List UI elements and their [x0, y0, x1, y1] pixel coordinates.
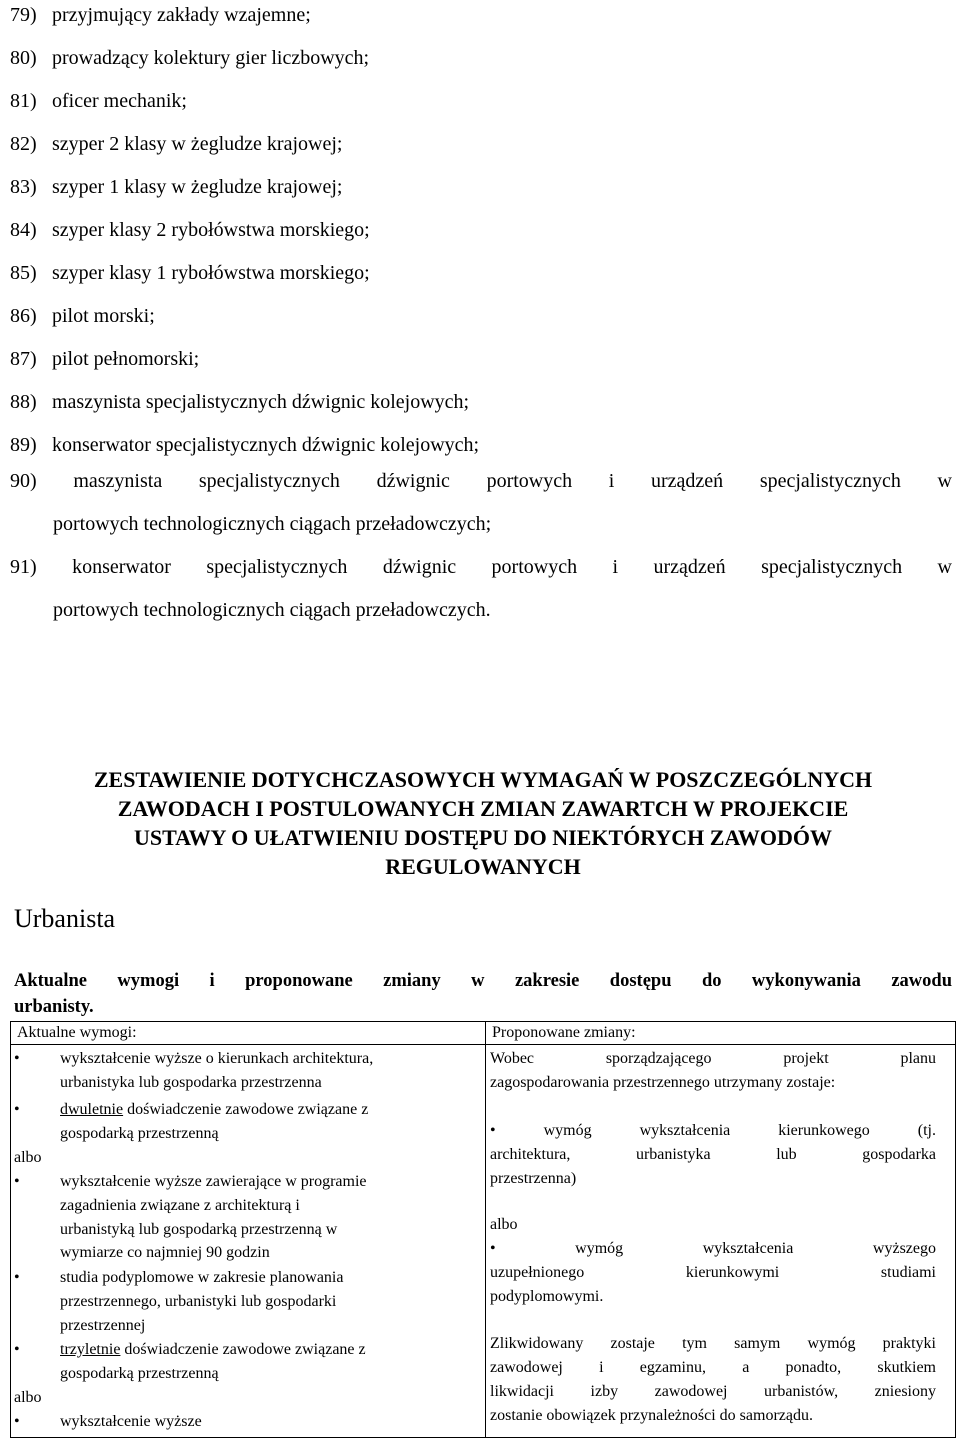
list-item: [10, 90, 187, 112]
req-2-line-1: [60, 1098, 368, 1122]
bullet-icon: •: [14, 1173, 20, 1190]
req-5-underlined: trzyletnie: [60, 1341, 121, 1358]
list-item-text: szyper klasy 2 rybołówstwa morskiego;: [52, 219, 370, 241]
list-item-text: szyper klasy 1 rybołówstwa morskiego;: [52, 262, 370, 284]
list-item: [10, 176, 342, 198]
bullet-icon: •: [14, 1341, 20, 1358]
table-header-row: [11, 1022, 956, 1045]
list-item-number: 83): [10, 176, 37, 198]
list-item-number: 84): [10, 219, 37, 241]
req-4-line-2: przestrzennego, urbanistyki lub gospodarki: [60, 1293, 337, 1310]
req-2-underlined: dwuletnie: [60, 1101, 124, 1118]
bullet-icon: •: [14, 1050, 20, 1067]
intro-line-2: urbanisty.: [14, 997, 94, 1017]
list-item-number: 82): [10, 133, 37, 155]
prop-1-line-1: Wobec sporządzającego projekt planu: [490, 1050, 936, 1067]
header-proposed: Proponowane zmiany:: [486, 1022, 956, 1045]
prop-4-line-3: likwidacji izby zawodowej urbanistów, zniesiony: [490, 1383, 936, 1400]
prop-4-line-1: Zlikwidowany zostaje tym samym wymóg praktyki: [490, 1335, 936, 1352]
list-item-text: konserwator specjalistycznych dźwignic kolejowych;: [52, 434, 480, 456]
or-label: albo: [14, 1149, 42, 1166]
prop-3-line-3: podyplomowymi.: [490, 1288, 604, 1305]
list-item-text: pilot pełnomorski;: [52, 348, 200, 370]
req-1-line-1: wykształcenie wyższe o kierunkach architektura,: [60, 1050, 374, 1067]
prop-1-line-2: zagospodarowania przestrzennego utrzymany zostaje:: [490, 1074, 836, 1091]
list-item-91-cont: portowych technologicznych ciągach przeładowczych.: [53, 599, 491, 621]
list-item-text: przyjmujący zakłady wzajemne;: [52, 4, 311, 26]
list-item: [10, 262, 370, 284]
list-item: [10, 348, 199, 370]
section-label: Urbanista: [14, 904, 116, 933]
list-item: [10, 133, 342, 155]
list-item-text: pilot morski;: [52, 305, 155, 327]
heading-line-2: ZAWODACH I POSTULOWANYCH ZMIAN ZAWARTCH W PROJEKCIE: [117, 796, 849, 821]
bullet-icon: •: [14, 1101, 20, 1118]
or-label-right: albo: [490, 1216, 518, 1233]
list-item-number: 79): [10, 4, 37, 26]
heading-line-1: ZESTAWIENIE DOTYCHCZASOWYCH WYMAGAŃ W POSZCZEGÓLNYCH: [93, 767, 873, 792]
list-item: [10, 47, 369, 69]
heading-line-4: REGULOWANYCH: [385, 854, 581, 879]
list-item: [10, 219, 370, 241]
list-item-number: 87): [10, 348, 37, 370]
header-current: Aktualne wymogi:: [11, 1022, 486, 1045]
req-1-line-2: urbanistyka lub gospodarka przestrzenna: [60, 1074, 322, 1091]
bullet-icon: •: [14, 1269, 20, 1286]
req-3-line-2: zagadnienia związane z architekturą i: [60, 1197, 300, 1214]
list-item-text: szyper 1 klasy w żegludze krajowej;: [52, 176, 343, 198]
prop-2-line-1: • wymóg wykształcenia kierunkowego (tj.: [490, 1122, 936, 1139]
prop-3-line-1: • wymóg wykształcenia wyższego: [490, 1240, 936, 1257]
list-item-90-cont: portowych technologicznych ciągach przeładowczych;: [53, 513, 492, 535]
list-item: [10, 305, 155, 327]
req-2-line-2: gospodarką przestrzenną: [60, 1125, 219, 1142]
list-item-number: 88): [10, 391, 37, 413]
req-3-line-1: wykształcenie wyższe zawierające w programie: [60, 1173, 367, 1190]
bullet-icon: •: [14, 1413, 20, 1430]
list-item-91: 91) konserwator specjalistycznych dźwignic portowych i urządzeń specjalistycznych w: [10, 556, 952, 578]
prop-3-line-2: uzupełnionego kierunkowymi studiami: [490, 1264, 936, 1281]
list-item-number: 80): [10, 47, 37, 69]
list-item-number: 81): [10, 90, 37, 112]
or-label: albo: [14, 1389, 42, 1406]
req-4-line-1: studia podyplomowe w zakresie planowania: [60, 1269, 344, 1286]
req-2-rest: doświadczenie zawodowe związane z: [123, 1101, 369, 1118]
intro-line-1: Aktualne wymogi i proponowane zmiany w zakresie dostępu do wykonywania zawodu: [14, 971, 952, 991]
list-item-90: 90) maszynista specjalistycznych dźwignic portowych i urządzeń specjalistycznych w: [10, 470, 952, 492]
list-item: [10, 4, 311, 26]
list-item-text: prowadzący kolektury gier liczbowych;: [52, 47, 370, 69]
req-5-rest: doświadczenie zawodowe związane z: [120, 1341, 366, 1358]
req-6-line-1: wykształcenie wyższe: [60, 1413, 202, 1430]
req-5-line-1: [60, 1338, 366, 1362]
heading-line-3: USTAWY O UŁATWIENIU DOSTĘPU DO NIEKTÓRYCH ZAWODÓW: [133, 825, 833, 850]
list-item: [10, 434, 479, 456]
prop-4-line-2: zawodowej i egzaminu, a ponadto, skutkiem: [490, 1359, 936, 1376]
list-item: [10, 391, 469, 413]
req-3-line-3: urbanistyką lub gospodarką przestrzenną w: [60, 1221, 338, 1238]
prop-4-line-4: zostanie obowiązek przynależności do samorządu.: [490, 1407, 813, 1424]
list-item-text: szyper 2 klasy w żegludze krajowej;: [52, 133, 343, 155]
list-item-number: 89): [10, 434, 37, 456]
prop-2-line-2: architektura, urbanistyka lub gospodarka: [490, 1146, 936, 1163]
list-item-number: 86): [10, 305, 37, 327]
list-item-text: oficer mechanik;: [52, 90, 187, 112]
req-4-line-3: przestrzennej: [60, 1317, 146, 1334]
req-3-line-4: wymiarze co najmniej 90 godzin: [60, 1244, 270, 1261]
list-item-number: 85): [10, 262, 37, 284]
list-item-text: maszynista specjalistycznych dźwignic kolejowych;: [52, 391, 470, 413]
prop-2-line-3: przestrzenna): [490, 1170, 577, 1187]
req-5-line-2: gospodarką przestrzenną: [60, 1365, 219, 1382]
